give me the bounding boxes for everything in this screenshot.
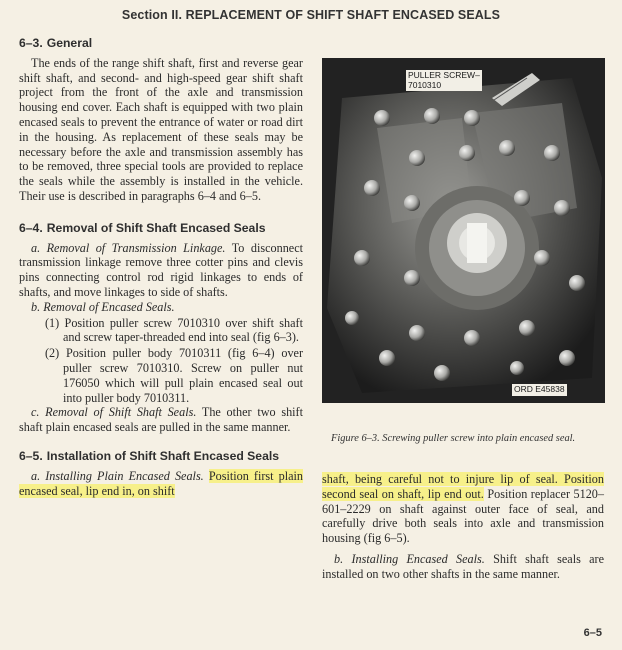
heading-number: 6–4. <box>19 220 43 235</box>
heading-title: General <box>46 36 93 50</box>
subhead-label: a. Installing Plain Encased Seals. <box>31 468 204 483</box>
subhead-label: a. Removal of Transmission Linkage. <box>31 240 226 255</box>
highlighted-text: shaft, being careful not to injure lip of seal. Position second seal on shaft, lip end out. <box>322 472 604 501</box>
paragraph-6-4-c <box>19 405 303 435</box>
heading-title: Removal of Shift Shaft Encased Seals <box>46 220 266 235</box>
step-2 <box>19 346 303 405</box>
left-column <box>19 36 303 498</box>
paragraph-text: The other two shift shaft plain encased seals are pulled in the same manner. <box>19 405 304 435</box>
paragraph-general: The ends of the range shift shaft, first and reverse gear shift shaft, and second- and high-speed gear shift shaft project from the front of the axle and transmission housing end cover. Each shaft is equipped with two plain encased seals to prevent the entrance of water or road dirt in the housing. As replacement of these seals may be necessary before the axle and transmission assembly has to be removed, three special tools are provided to replace the seals while the assembly is installed in the vehicle. Their use is described in paragraphs 6–4 and 6–5. <box>19 55 303 203</box>
right-column <box>322 472 604 582</box>
heading-6-4 <box>19 221 303 236</box>
paragraph-6-5-b <box>322 552 604 582</box>
heading-6-5 <box>19 449 303 464</box>
step-number: (1) <box>45 315 60 330</box>
figure-photo <box>322 58 605 403</box>
subhead-label: c. Removal of Shift Shaft Seals. <box>31 405 197 420</box>
paragraph-6-4-a <box>19 241 303 300</box>
paragraph-text: To disconnect transmission linkage remove three cotter pins and clevis pins connecting control rod rigid linkages to ends of shafts, and move linkages to side of shafts. <box>19 240 303 299</box>
step-text: Position puller body 7010311 (fig 6–4) over puller screw 7010310. Screw on puller nut 176050 which will pull plain encased seal out into puller body 7010311. <box>63 346 304 405</box>
subhead-label: b. Removal of Encased Seals. <box>31 299 175 314</box>
transmission-cover-illustration <box>322 58 605 403</box>
paragraph-6-5-a-continued <box>322 472 604 546</box>
figure-caption: Figure 6–3. Screwing puller screw into plain encased seal. <box>331 433 576 444</box>
paragraph-6-5-a-start <box>19 469 303 499</box>
heading-number: 6–5. <box>19 448 43 463</box>
section-header: Section II. REPLACEMENT OF SHIFT SHAFT ENCASED SEALS <box>121 8 501 22</box>
paragraph-text: Shift shaft seals are installed on two other shafts in the same manner. <box>322 551 605 581</box>
figure-ord-number: ORD E45838 <box>514 384 565 394</box>
heading-number: 6–3. <box>19 36 43 50</box>
step-1 <box>19 316 303 346</box>
page-number: 6–5 <box>583 627 602 639</box>
paragraph-text: Position replacer 5120–601–2229 on shaft against outer face of seal, and carefully drive both seals into axle and transmission housing (fig 6–5). <box>322 486 604 546</box>
step-number: (2) <box>45 346 60 361</box>
subhead-label: b. Installing Encased Seals. <box>334 551 485 566</box>
highlighted-text: Position first plain encased seal, lip end in, on shift <box>19 468 304 498</box>
heading-title: Installation of Shift Shaft Encased Seals <box>46 448 280 463</box>
step-text: Position puller screw 7010310 over shift shaft and screw taper-threaded end into seal (fig 6–3). <box>63 315 303 345</box>
paragraph-6-4-b <box>19 300 303 315</box>
figure-callout-puller-screw: PULLER SCREW– 7010310 <box>408 70 480 90</box>
heading-6-3 <box>19 36 303 51</box>
